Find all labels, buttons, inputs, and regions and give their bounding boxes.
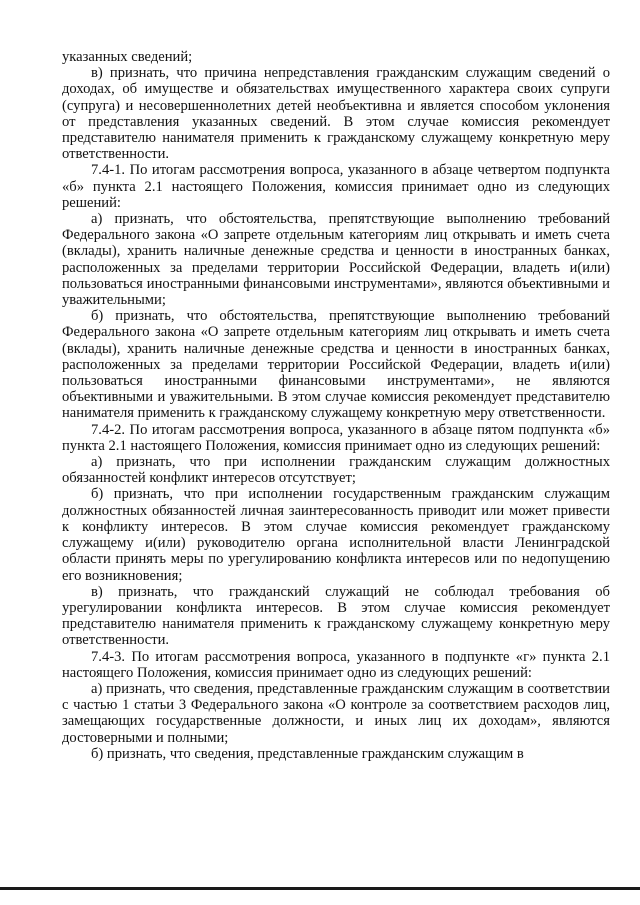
paragraph-item-a: а) признать, что обстоятельства, препятствующие выполнению требований Федерального закона «О запрете отдельным категориям лиц открывать и иметь счета (вклады), хранить наличные денежные средства и ценности в иностранных банках, расположенных за пределами территории Российской Федерации, владеть и(или) пользоваться иностранными финансовыми инструментами», являются объективными и уважительными; — [62, 211, 610, 309]
paragraph-item-b: б) признать, что при исполнении государственным гражданским служащим должностных обязанностей личная заинтересованность приводит или может привести к конфликту интересов. В этом случае комиссия рекомендует гражданскому служащему и(или) руководителю органа исполнительной власти Ленинградской области принять меры по урегулированию конфликта интересов или по недопущению его возникновения; — [62, 486, 610, 584]
paragraph-clause-7-4-1: 7.4-1. По итогам рассмотрения вопроса, указанного в абзаце четвертом подпункта «б» пункта 2.1 настоящего Положения, комиссия принимает одно из следующих решений: — [62, 162, 610, 211]
paragraph-item-a: а) признать, что сведения, представленные гражданским служащим в соответствии с частью 1 статьи 3 Федерального закона «О контроле за соответствием расходов лиц, замещающих государственные должности, и иных лиц их доходам», являются достоверными и полными; — [62, 680, 610, 746]
paragraph-clause-7-4-3: 7.4-3. По итогам рассмотрения вопроса, указанного в подпункте «г» пункта 2.1 настоящего Положения, комиссия принимает одно из следующих решений: — [62, 648, 610, 681]
document-body — [62, 49, 610, 762]
paragraph-item-a: а) признать, что при исполнении гражданским служащим должностных обязанностей конфликт интересов отсутствует; — [62, 454, 610, 487]
paragraph-item-b: б) признать, что обстоятельства, препятствующие выполнению требований Федерального закона «О запрете отдельным категориям лиц открывать и иметь счета (вклады), хранить наличные денежные средства и ценности в иностранных банках, расположенных за пределами территории Российской Федерации, владеть и(или) пользоваться иностранными финансовыми инструментами», не являются объективными и уважительными. В этом случае комиссия рекомендует представителю нанимателя применить к гражданскому служащему конкретную меру ответственности. — [62, 308, 610, 422]
paragraph-clause-7-4-2: 7.4-2. По итогам рассмотрения вопроса, указанного в абзаце пятом подпункта «б» пункта 2.1 настоящего Положения, комиссия принимает одно из следующих решений: — [62, 421, 610, 454]
paragraph-continuation: указанных сведений; — [62, 49, 193, 65]
paragraph-item-v: в) признать, что гражданский служащий не соблюдал требования об урегулировании конфликта интересов. В этом случае комиссия рекомендует представителю нанимателя применить к гражданскому служащему конкретную меру ответственности. — [62, 583, 610, 649]
paragraph-item-b: б) признать, что сведения, представленные гражданским служащим в — [91, 745, 524, 762]
scan-bottom-edge — [0, 887, 640, 890]
paragraph-item-v: в) признать, что причина непредставления гражданским служащим сведений о доходах, об имуществе и обязательствах имущественного характера своих супруги (супруга) и несовершеннолетних детей необъективна и является способом уклонения от представления указанных сведений. В этом случае комиссия рекомендует представителю нанимателя применить к гражданскому служащему конкретную меру ответственности. — [62, 65, 610, 163]
